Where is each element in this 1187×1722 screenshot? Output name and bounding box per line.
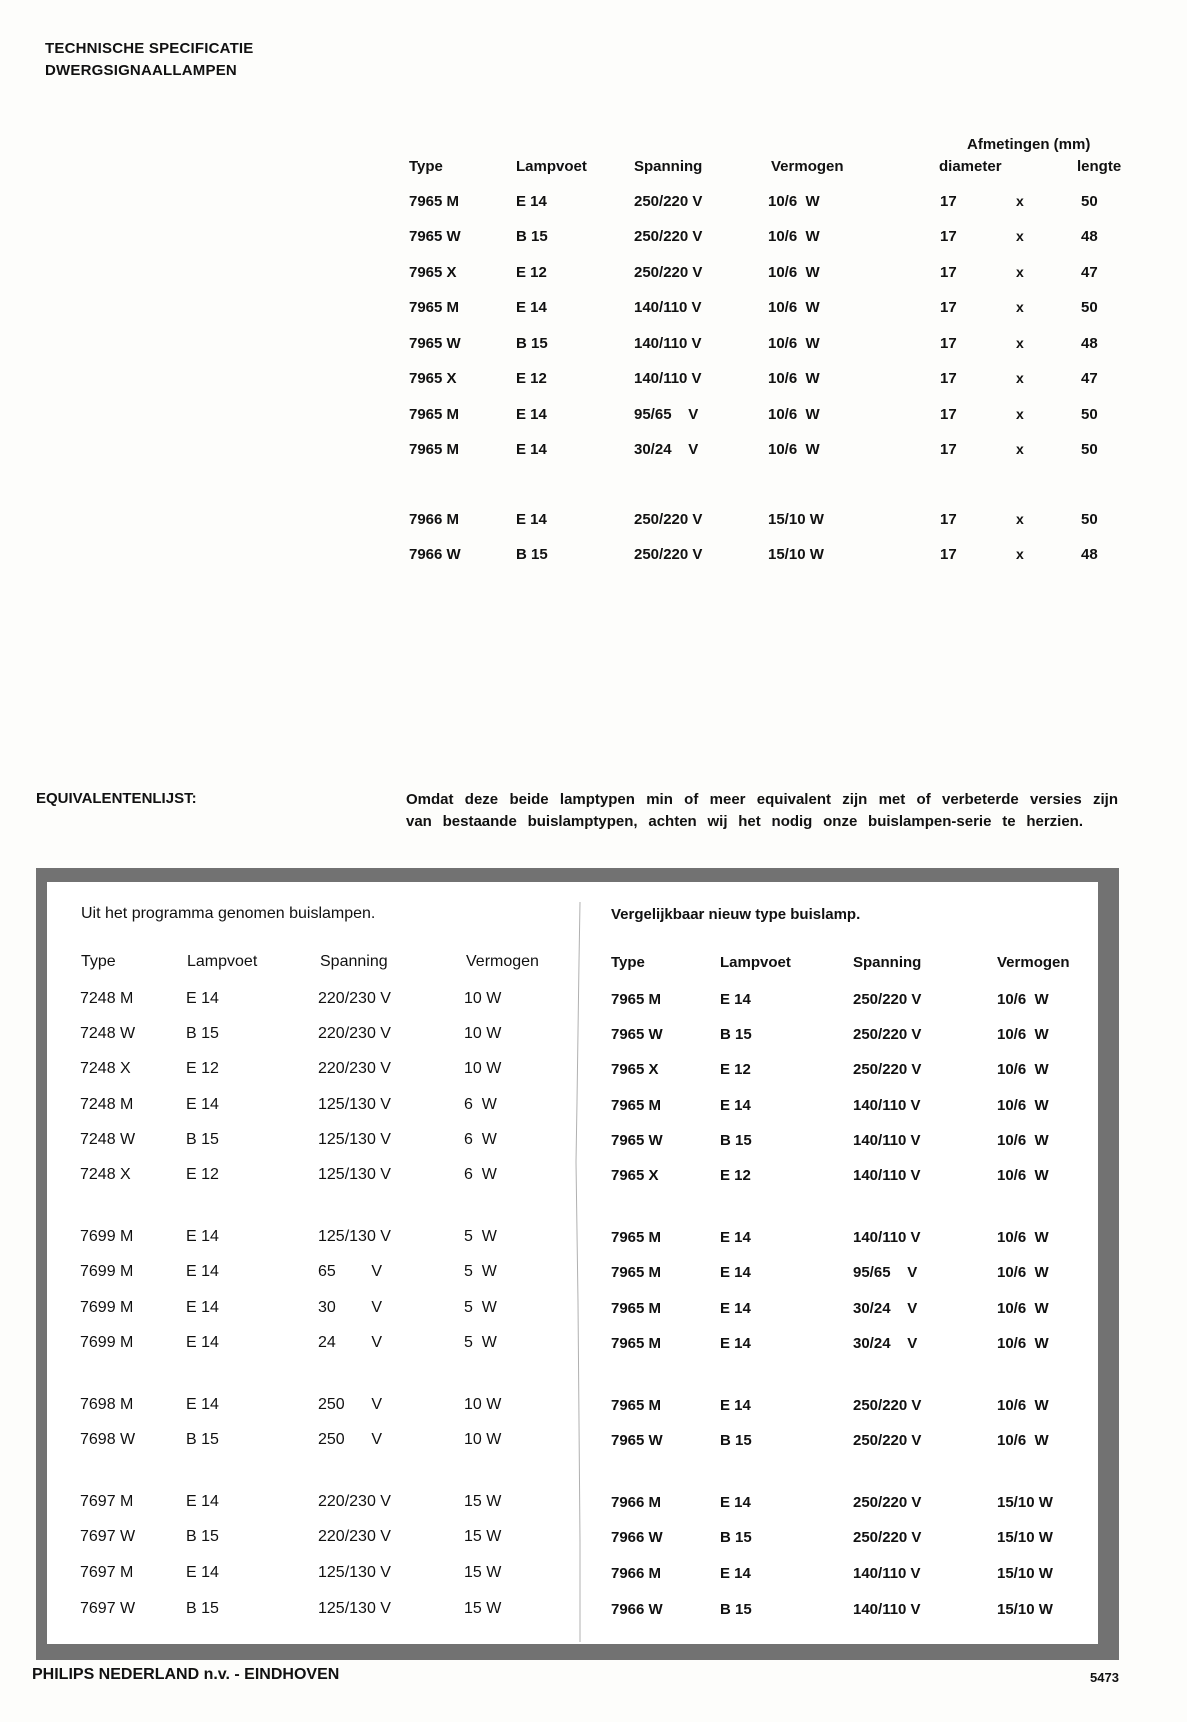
new-cell-vermogen: 15/10 W: [997, 1601, 1053, 1618]
new-cell-vermogen: 10/6 W: [997, 1397, 1049, 1414]
new-cell-vermogen: 10/6 W: [997, 1432, 1049, 1449]
new-cell-type: 7965 W: [611, 1432, 663, 1449]
old-cell-lampvoet: B 15: [186, 1131, 219, 1148]
spec-cell-vermogen: 10/6 W: [768, 335, 820, 352]
spec-cell-spanning: 250/220 V: [634, 546, 703, 563]
spec-cell-type: 7966 M: [409, 511, 460, 528]
new-cell-vermogen: 15/10 W: [997, 1529, 1053, 1546]
new-cell-vermogen: 10/6 W: [997, 1264, 1049, 1281]
spec-cell-type: 7965 M: [409, 441, 460, 458]
old-cell-vermogen: 5 W: [464, 1228, 497, 1245]
new-cell-vermogen: 10/6 W: [997, 991, 1049, 1008]
new-col-header-type: Type: [611, 954, 645, 971]
old-cell-spanning: 24 V: [318, 1334, 383, 1351]
old-cell-lampvoet: E 14: [186, 990, 219, 1007]
spec-cell-diameter: 17: [940, 441, 957, 458]
column-divider: [574, 902, 586, 1642]
col-header-lampvoet: Lampvoet: [516, 158, 587, 175]
old-cell-spanning: 220/230 V: [318, 1060, 391, 1077]
spec-cell-type: 7965 X: [409, 370, 457, 387]
new-cell-vermogen: 10/6 W: [997, 1061, 1049, 1078]
spec-cell-lengte: 47: [1081, 370, 1098, 387]
spec-cell-spanning: 30/24 V: [634, 441, 699, 458]
new-cell-vermogen: 15/10 W: [997, 1565, 1053, 1582]
spec-cell-lampvoet: E 14: [516, 406, 547, 423]
new-cell-spanning: 140/110 V: [853, 1097, 921, 1114]
spec-cell-lengte: 47: [1081, 264, 1098, 281]
spec-cell-type: 7965 X: [409, 264, 457, 281]
new-col-header-lampvoet: Lampvoet: [720, 954, 791, 971]
old-cell-type: 7698 M: [80, 1396, 134, 1413]
spec-cell-vermogen: 10/6 W: [768, 441, 820, 458]
old-cell-spanning: 30 V: [318, 1299, 383, 1316]
spec-cell-type: 7965 M: [409, 193, 460, 210]
new-cell-spanning: 140/110 V: [853, 1167, 921, 1184]
col-header-type: Type: [409, 158, 443, 175]
old-cell-vermogen: 15 W: [464, 1600, 502, 1617]
spec-cell-lengte: 48: [1081, 546, 1098, 563]
new-cell-spanning: 250/220 V: [853, 991, 922, 1008]
old-cell-type: 7248 M: [80, 990, 134, 1007]
new-cell-lampvoet: B 15: [720, 1132, 752, 1149]
old-cell-type: 7697 M: [80, 1564, 134, 1581]
spec-cell-type: 7966 W: [409, 546, 461, 563]
old-cell-vermogen: 5 W: [464, 1299, 497, 1316]
new-cell-lampvoet: E 14: [720, 991, 751, 1008]
old-cell-vermogen: 5 W: [464, 1334, 497, 1351]
new-cell-type: 7966 M: [611, 1565, 662, 1582]
old-cell-type: 7697 W: [80, 1528, 136, 1545]
spec-cell-type: 7965 M: [409, 406, 460, 423]
old-cell-lampvoet: B 15: [186, 1528, 219, 1545]
old-cell-type: 7248 X: [80, 1060, 131, 1077]
new-cell-vermogen: 10/6 W: [997, 1026, 1049, 1043]
spec-cell-lampvoet: E 14: [516, 511, 547, 528]
old-cell-spanning: 250 V: [318, 1431, 383, 1448]
new-cell-type: 7965 X: [611, 1167, 659, 1184]
new-cell-lampvoet: E 14: [720, 1300, 751, 1317]
spec-cell-type: 7965 W: [409, 228, 461, 245]
new-cell-type: 7966 W: [611, 1601, 663, 1618]
old-cell-vermogen: 5 W: [464, 1263, 497, 1280]
new-cell-lampvoet: E 14: [720, 1494, 751, 1511]
spec-cell-times: x: [1016, 193, 1024, 209]
old-col-header-vermogen: Vermogen: [466, 953, 539, 970]
new-cell-vermogen: 10/6 W: [997, 1167, 1049, 1184]
old-cell-spanning: 220/230 V: [318, 1025, 391, 1042]
old-cell-lampvoet: B 15: [186, 1431, 219, 1448]
old-cell-vermogen: 10 W: [464, 1025, 502, 1042]
spec-cell-lampvoet: E 14: [516, 299, 547, 316]
new-cell-type: 7965 M: [611, 1229, 662, 1246]
spec-cell-vermogen: 10/6 W: [768, 228, 820, 245]
company-footer: PHILIPS NEDERLAND n.v. - EINDHOVEN: [32, 1666, 340, 1683]
spec-cell-lengte: 50: [1081, 299, 1098, 316]
old-cell-spanning: 125/130 V: [318, 1600, 391, 1617]
old-cell-lampvoet: E 14: [186, 1299, 219, 1316]
spec-cell-diameter: 17: [940, 193, 957, 210]
equivalents-label: EQUIVALENTENLIJST:: [36, 790, 197, 807]
new-cell-type: 7965 M: [611, 1097, 662, 1114]
spec-cell-diameter: 17: [940, 406, 957, 423]
new-cell-spanning: 140/110 V: [853, 1132, 921, 1149]
new-cell-type: 7965 M: [611, 1397, 662, 1414]
old-cell-spanning: 250 V: [318, 1396, 383, 1413]
spec-cell-lengte: 48: [1081, 228, 1098, 245]
spec-cell-lampvoet: E 14: [516, 441, 547, 458]
new-cell-spanning: 250/220 V: [853, 1432, 922, 1449]
new-cell-type: 7965 X: [611, 1061, 659, 1078]
old-cell-type: 7697 W: [80, 1600, 136, 1617]
spec-cell-lampvoet: B 15: [516, 546, 548, 563]
new-cell-vermogen: 10/6 W: [997, 1300, 1049, 1317]
old-cell-vermogen: 10 W: [464, 1396, 502, 1413]
spec-cell-times: x: [1016, 441, 1024, 457]
spec-cell-lengte: 50: [1081, 406, 1098, 423]
old-cell-type: 7699 M: [80, 1299, 134, 1316]
old-cell-type: 7699 M: [80, 1263, 134, 1280]
new-cell-spanning: 30/24 V: [853, 1300, 918, 1317]
old-cell-spanning: 125/130 V: [318, 1564, 391, 1581]
new-cell-spanning: 250/220 V: [853, 1494, 922, 1511]
col-header-lengte: lengte: [1077, 158, 1122, 175]
spec-cell-type: 7965 M: [409, 299, 460, 316]
new-cell-lampvoet: E 14: [720, 1397, 751, 1414]
new-cell-lampvoet: B 15: [720, 1529, 752, 1546]
old-cell-type: 7699 M: [80, 1334, 134, 1351]
new-cell-vermogen: 10/6 W: [997, 1229, 1049, 1246]
new-cell-spanning: 250/220 V: [853, 1397, 922, 1414]
spec-cell-spanning: 250/220 V: [634, 193, 703, 210]
new-cell-spanning: 250/220 V: [853, 1061, 922, 1078]
new-col-header-spanning: Spanning: [853, 954, 922, 971]
old-cell-spanning: 125/130 V: [318, 1166, 391, 1183]
spec-cell-times: x: [1016, 511, 1024, 527]
new-cell-vermogen: 10/6 W: [997, 1097, 1049, 1114]
spec-cell-vermogen: 10/6 W: [768, 370, 820, 387]
spec-cell-times: x: [1016, 370, 1024, 386]
old-cell-vermogen: 15 W: [464, 1493, 502, 1510]
spec-cell-lampvoet: E 12: [516, 370, 547, 387]
new-cell-lampvoet: E 12: [720, 1167, 751, 1184]
new-cell-vermogen: 10/6 W: [997, 1132, 1049, 1149]
old-cell-spanning: 65 V: [318, 1263, 383, 1280]
old-col-header-spanning: Spanning: [320, 953, 388, 970]
old-cell-spanning: 220/230 V: [318, 990, 391, 1007]
old-cell-spanning: 125/130 V: [318, 1096, 391, 1113]
spec-cell-lengte: 50: [1081, 441, 1098, 458]
spec-cell-vermogen: 10/6 W: [768, 406, 820, 423]
new-cell-vermogen: 15/10 W: [997, 1494, 1053, 1511]
new-cell-lampvoet: B 15: [720, 1432, 752, 1449]
spec-cell-spanning: 250/220 V: [634, 228, 703, 245]
old-col-header-lampvoet: Lampvoet: [187, 953, 258, 970]
new-cell-lampvoet: E 14: [720, 1264, 751, 1281]
new-cell-vermogen: 10/6 W: [997, 1335, 1049, 1352]
spec-cell-spanning: 140/110 V: [634, 299, 702, 316]
new-cell-lampvoet: E 14: [720, 1565, 751, 1582]
old-cell-type: 7248 M: [80, 1096, 134, 1113]
doc-title-line2: DWERGSIGNAALLAMPEN: [45, 62, 237, 79]
new-cell-type: 7965 M: [611, 991, 662, 1008]
old-cell-spanning: 220/230 V: [318, 1493, 391, 1510]
old-cell-type: 7698 W: [80, 1431, 136, 1448]
old-cell-vermogen: 15 W: [464, 1564, 502, 1581]
spec-cell-diameter: 17: [940, 335, 957, 352]
old-cell-spanning: 125/130 V: [318, 1228, 391, 1245]
old-cell-lampvoet: B 15: [186, 1600, 219, 1617]
old-cell-type: 7248 X: [80, 1166, 131, 1183]
new-cell-type: 7965 M: [611, 1264, 662, 1281]
spec-cell-spanning: 250/220 V: [634, 264, 703, 281]
spec-cell-diameter: 17: [940, 264, 957, 281]
new-cell-spanning: 140/110 V: [853, 1565, 921, 1582]
old-cell-type: 7699 M: [80, 1228, 134, 1245]
new-cell-type: 7965 M: [611, 1300, 662, 1317]
spec-cell-type: 7965 W: [409, 335, 461, 352]
equivalents-text-line2: van bestaande buislamptypen, achten wij het nodig onze buislampen-serie te herzien.: [406, 813, 1083, 830]
old-cell-lampvoet: E 14: [186, 1263, 219, 1280]
spec-cell-diameter: 17: [940, 228, 957, 245]
spec-cell-times: x: [1016, 335, 1024, 351]
col-header-diameter: diameter: [939, 158, 1002, 175]
document-code: 5473: [1090, 1670, 1119, 1685]
spec-cell-vermogen: 10/6 W: [768, 193, 820, 210]
spec-cell-spanning: 140/110 V: [634, 370, 702, 387]
dimensions-header: Afmetingen (mm): [967, 136, 1091, 153]
old-cell-lampvoet: E 14: [186, 1493, 219, 1510]
spec-cell-lampvoet: E 12: [516, 264, 547, 281]
old-cell-vermogen: 6 W: [464, 1096, 497, 1113]
spec-cell-lampvoet: B 15: [516, 335, 548, 352]
new-cell-spanning: 140/110 V: [853, 1601, 921, 1618]
old-cell-lampvoet: B 15: [186, 1025, 219, 1042]
new-col-header-vermogen: Vermogen: [997, 954, 1070, 971]
old-cell-lampvoet: E 14: [186, 1228, 219, 1245]
old-cell-lampvoet: E 14: [186, 1096, 219, 1113]
new-cell-spanning: 140/110 V: [853, 1229, 921, 1246]
old-cell-spanning: 125/130 V: [318, 1131, 391, 1148]
new-cell-spanning: 250/220 V: [853, 1026, 922, 1043]
old-cell-lampvoet: E 14: [186, 1564, 219, 1581]
new-lamps-title: Vergelijkbaar nieuw type buislamp.: [611, 906, 861, 923]
old-cell-type: 7248 W: [80, 1025, 136, 1042]
spec-cell-spanning: 140/110 V: [634, 335, 702, 352]
spec-cell-diameter: 17: [940, 370, 957, 387]
old-cell-vermogen: 6 W: [464, 1166, 497, 1183]
old-lamps-title: Uit het programma genomen buislampen.: [81, 905, 376, 922]
new-cell-spanning: 95/65 V: [853, 1264, 918, 1281]
new-cell-lampvoet: E 12: [720, 1061, 751, 1078]
spec-cell-vermogen: 10/6 W: [768, 264, 820, 281]
spec-cell-lampvoet: B 15: [516, 228, 548, 245]
old-cell-vermogen: 10 W: [464, 1431, 502, 1448]
spec-cell-lampvoet: E 14: [516, 193, 547, 210]
new-cell-type: 7965 W: [611, 1132, 663, 1149]
spec-cell-lengte: 50: [1081, 193, 1098, 210]
spec-cell-vermogen: 10/6 W: [768, 299, 820, 316]
old-cell-lampvoet: E 14: [186, 1396, 219, 1413]
spec-cell-times: x: [1016, 546, 1024, 562]
old-cell-lampvoet: E 14: [186, 1334, 219, 1351]
spec-cell-spanning: 95/65 V: [634, 406, 699, 423]
new-cell-spanning: 250/220 V: [853, 1529, 922, 1546]
spec-cell-lengte: 48: [1081, 335, 1098, 352]
new-cell-type: 7965 M: [611, 1335, 662, 1352]
spec-cell-diameter: 17: [940, 546, 957, 563]
old-cell-vermogen: 15 W: [464, 1528, 502, 1545]
new-cell-lampvoet: B 15: [720, 1601, 752, 1618]
new-cell-type: 7966 W: [611, 1529, 663, 1546]
spec-cell-diameter: 17: [940, 511, 957, 528]
spec-cell-times: x: [1016, 264, 1024, 280]
new-cell-lampvoet: E 14: [720, 1229, 751, 1246]
col-header-vermogen: Vermogen: [771, 158, 844, 175]
new-cell-lampvoet: E 14: [720, 1097, 751, 1114]
spec-cell-vermogen: 15/10 W: [768, 546, 824, 563]
old-col-header-type: Type: [81, 953, 116, 970]
equivalents-text-line1: Omdat deze beide lamptypen min of meer equivalent zijn met of verbeterde versies zijn: [406, 791, 1118, 808]
spec-cell-times: x: [1016, 228, 1024, 244]
old-cell-type: 7697 M: [80, 1493, 134, 1510]
old-cell-type: 7248 W: [80, 1131, 136, 1148]
new-cell-lampvoet: B 15: [720, 1026, 752, 1043]
spec-cell-diameter: 17: [940, 299, 957, 316]
new-cell-type: 7966 M: [611, 1494, 662, 1511]
old-cell-vermogen: 10 W: [464, 990, 502, 1007]
old-cell-lampvoet: E 12: [186, 1060, 219, 1077]
doc-title-line1: TECHNISCHE SPECIFICATIE: [45, 40, 254, 57]
new-cell-type: 7965 W: [611, 1026, 663, 1043]
spec-cell-spanning: 250/220 V: [634, 511, 703, 528]
old-cell-vermogen: 10 W: [464, 1060, 502, 1077]
spec-cell-lengte: 50: [1081, 511, 1098, 528]
spec-cell-times: x: [1016, 406, 1024, 422]
new-cell-lampvoet: E 14: [720, 1335, 751, 1352]
spec-cell-times: x: [1016, 299, 1024, 315]
new-cell-spanning: 30/24 V: [853, 1335, 918, 1352]
old-cell-lampvoet: E 12: [186, 1166, 219, 1183]
old-cell-spanning: 220/230 V: [318, 1528, 391, 1545]
col-header-spanning: Spanning: [634, 158, 703, 175]
old-cell-vermogen: 6 W: [464, 1131, 497, 1148]
spec-cell-vermogen: 15/10 W: [768, 511, 824, 528]
